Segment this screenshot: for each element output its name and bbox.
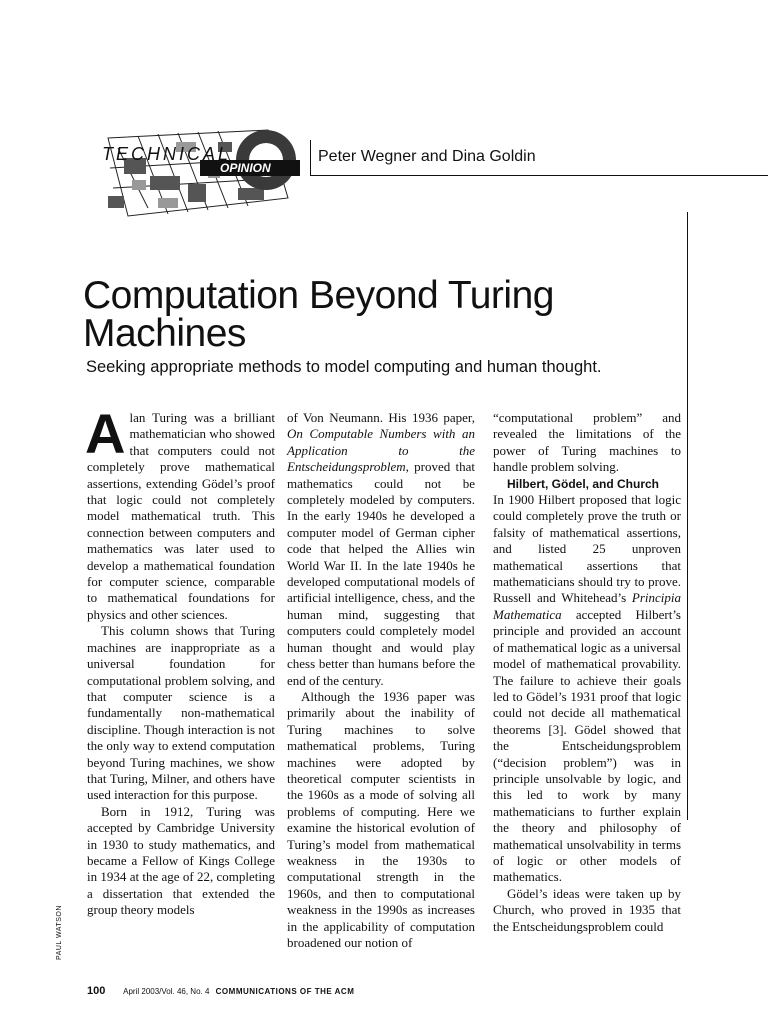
paragraph: This column shows that Turing machines are inappropriate as a universal foundation for computational problem solving, and that computer science is a fundamentally non-mathematical discipline. Though interaction is not the only way to extend computation beyond Turing machines, we show that Turing, Milner, and others have used interaction for this purpose. <box>87 623 275 803</box>
body-column-3 <box>493 410 681 935</box>
body-column-2 <box>287 410 475 951</box>
paragraph: Gödel’s ideas were taken up by Church, who proved in 1935 that the Entscheidungsproblem could <box>493 885 681 934</box>
paper-title-italic: On Computable Numbers with an Application to the Entscheidungsproblem <box>287 426 475 475</box>
paragraph-text: In 1900 Hilbert proposed that logic could completely prove the truth or falsity of mathematical assertions, and listed 25 unproven mathematical assertions that mathematicians should try to prove. Russell and Whitehead’s <box>493 492 681 606</box>
issue-info: April 2003/Vol. 46, No. 4 <box>123 987 210 996</box>
paragraph <box>287 410 475 689</box>
paragraph: Although the 1936 paper was primarily about the inability of Turing machines to solve mathematical problems, Turing machines were adopted by theoretical computer scientists in the 1960s as a mode of solving all problems of computing. Here we examine the historical evolution of Turing’s model from mathematical weakness in the 1930s to computational strength in the 1960s, and then to computational weakness in the 1990s as increases in the applicability of computation broadened our notion of <box>287 688 475 950</box>
article-subtitle: Seeking appropriate methods to model computing and human thought. <box>86 358 602 376</box>
header-horizontal-rule <box>310 175 768 176</box>
logo-text-technical: TECHNICAL <box>102 144 232 164</box>
paragraph-text: , proved that mathematics could not be completely modeled by computers. In the early 1940s he developed a computer model of German cipher code that helped the Allies win World War II. In the late 1940s he developed computational models of artificial intelligence, chess, and the human mind, suggesting that computers could completely model human thought and would play chess better than humans before the end of the century. <box>287 459 475 688</box>
paragraph-text: of Von Neumann. His 1936 paper, <box>287 410 475 425</box>
drop-cap: A <box>85 402 126 465</box>
paragraph <box>493 492 681 886</box>
article-title: Computation Beyond Turing Machines <box>83 274 554 355</box>
authors: Peter Wegner and Dina Goldin <box>318 148 536 165</box>
book-title-italic: Principia Mathematica <box>493 590 681 622</box>
section-heading: Hilbert, Gödel, and Church <box>507 476 660 491</box>
body-column-1 <box>85 402 275 919</box>
header-vertical-rule <box>310 140 311 176</box>
page-footer <box>87 985 354 997</box>
paragraph: “computational problem” and revealed the limitations of the power of Turing machines to handle problem solving. <box>493 410 681 475</box>
logo-graphic <box>88 118 316 228</box>
paragraph: Born in 1912, Turing was accepted by Cambridge University in 1930 to study mathematics, and became a Fellow of Kings College in 1934 at the age of 22, completing a dissertation that extended the group theory models <box>87 803 275 918</box>
paragraph-text: lan Turing was a brilliant mathematician who showed that computers could not completely prove mathematical assertions, extending Gödel’s proof that logic could not completely model mathematical truth. This connection between computers and mathematics was later used to develop a mathematical foundation for computer science, comparable to mathematical foundations for physics and other sciences. <box>87 410 275 622</box>
photo-credit: PAUL WATSON <box>56 905 63 960</box>
technical-opinion-logo <box>88 118 316 228</box>
journal-name: COMMUNICATIONS OF THE ACM <box>215 987 355 996</box>
right-vertical-rule <box>687 212 688 820</box>
paragraph <box>85 402 275 623</box>
paragraph-text: accepted Hilbert’s principle and provided an account of mathematical logic as a universal model of mathematical provability. The failure to achieve their goals led to Gödel’s 1931 proof that logic could not decide all mathematical theorems [3]. Gödel showed that the Entscheidungsproblem (“decision problem”) was in principle unsolvable by logic, and this led to work by many mathematicians to further explain the theory and philosophy of mathematical unsolvability in terms of logic or other models of mathematics. <box>493 606 681 885</box>
logo-text-opinion: OPINION <box>220 161 271 175</box>
page-number: 100 <box>87 985 106 997</box>
